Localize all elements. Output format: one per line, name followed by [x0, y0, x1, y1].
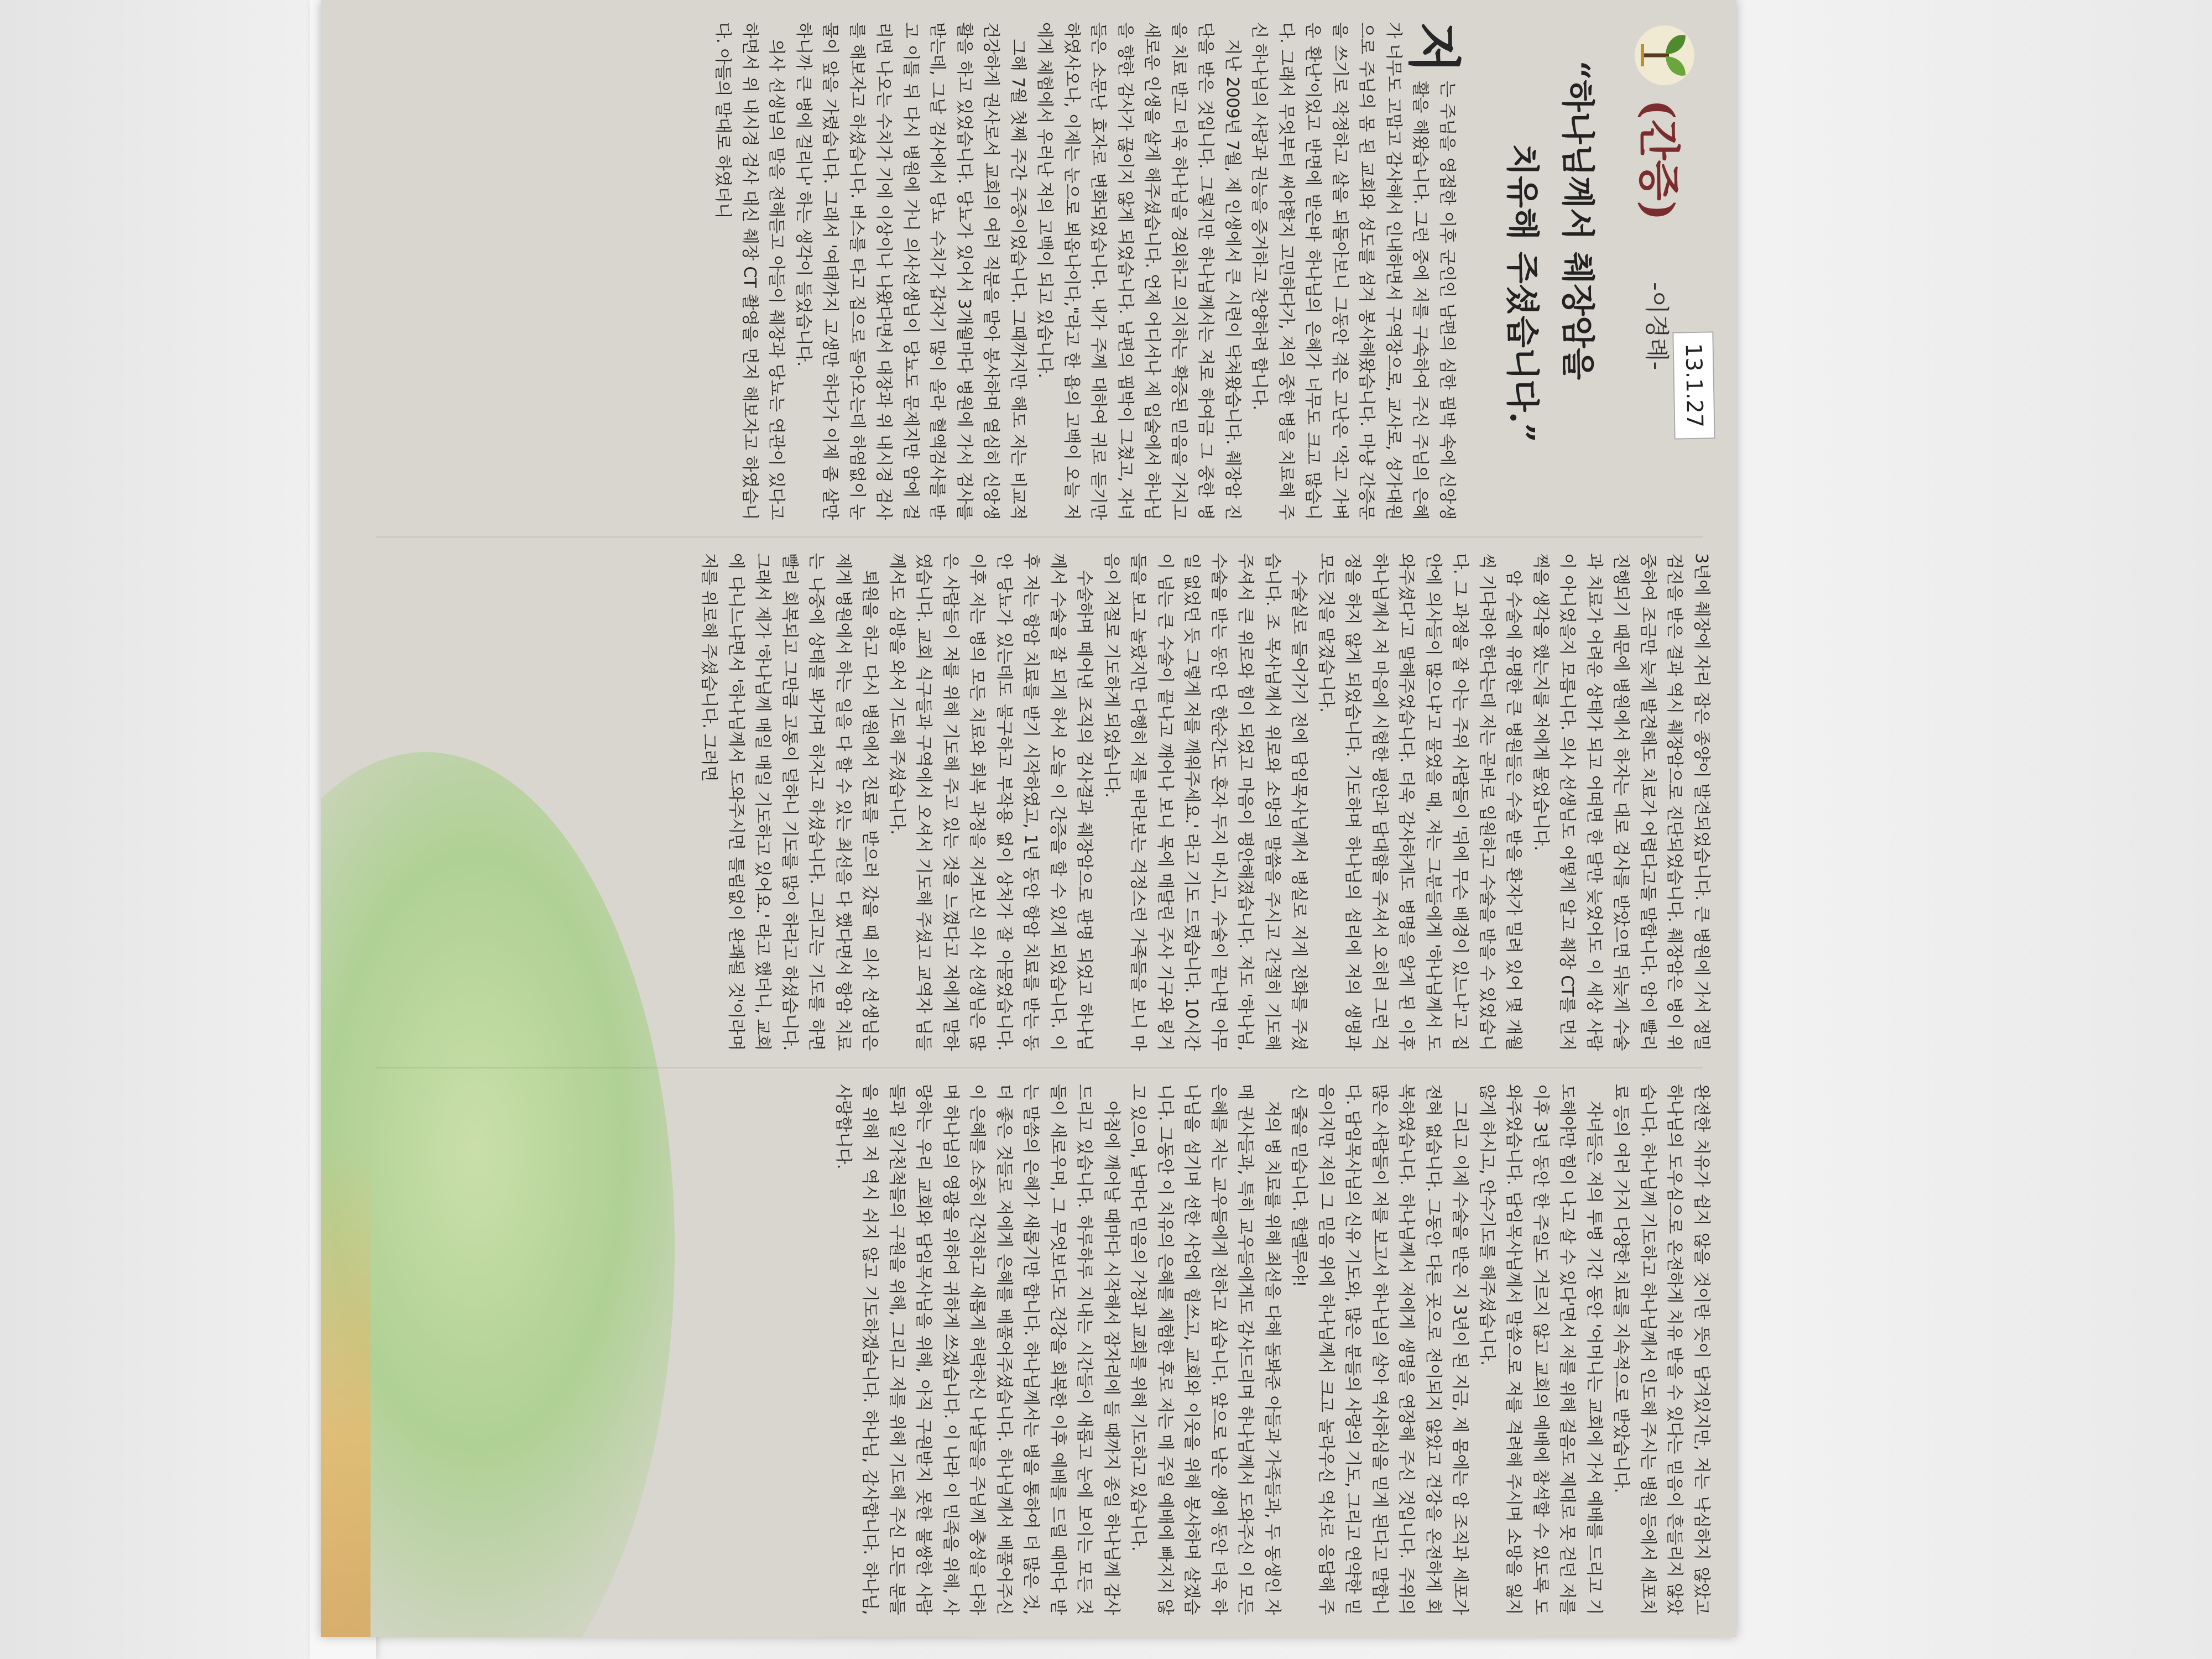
paragraph: 저의 병 치료를 위해 최선을 다해 돌봐준 아들과 가족들과, 두 동생인 자매 권사들과, 특히 교우들에게도 감사드리며 하나님께서 도와주신 이 모든 은혜를 저는 교우들에게 전하고 싶습니다. 앞으로 남은 생애 동안 더욱 하나님을 섬기며 선한 사업에 힘쓰고, 교회와 이웃을 위해 봉사하며 살겠습니다. 그동안 이 치유의 은혜를 체험한 후로 저는 매 주일 예배에 빠지지 않고 있으며, 날마다 믿음의 가정과 교회를 위해 기도하고 있습니다.	[1128, 1084, 1282, 1615]
paragraph: 그리고 이제 수술을 받은 지 3년이 된 지금, 제 몸에는 암 조직과 세포가 전혀 없습니다. 그동안 다른 곳으로 전이되지 않았고 건강을 온전하게 회복하였습니다. 하나님께서 저에게 생명을 연장해 주신 것입니다. 주위의 많은 사람들이 저를 보고서 하나님의 살아 역사하심을 믿게 된다고 말합니다. 담임목사님의 신유 기도와, 많은 분들의 사랑의 기도, 그리고 연약한 믿음이지만 저의 그 믿음 위에 하나님께서 크고 놀라우신 역사로 응답해 주신 줄을 믿습니다. 할렐루야!	[1289, 1084, 1470, 1615]
paragraph: 의사 선생님의 말을 전해듣고 아들이 췌장과 당뇨는 연관이 있다고 하면서 위 내시경 검사 대신 췌장 CT 촬영을 먼저 해보자고 하였습니다. 아들의 말대로 하였더니	[713, 22, 786, 520]
clipping-wrapper	[321, 0, 1736, 1637]
paragraph: 그해 7월 첫째 주간 주중이었습니다. 그때까지만 해도 저는 비교적 건강하게 권사로서 교회의 여러 직분을 맡아 봉사하며 열심히 신앙생활을 하고 있었습니다. 당뇨가 있어서 3개월마다 병원에 가서 검사를 받는데, 그날 검사에서 당뇨 수치가 갑자기 많이 올라 혈액검사를 받고 이틀 뒤 다시 병원에 가니 의사선생님이 당뇨도 문제지만 암에 걸리면 나오는 수치가 기에 이상이나 나왔다면서 대장과 위 내시경 검사를 해보자고 하셨습니다. 버스를 타고 집으로 돌아오는데 하염없이 눈물이 앞을 가렸습니다. 그래서 '여태까지 고생만 하다가 이제 좀 살만하니까 큰 병에 걸리나' 하는 생각이 들었습니다.	[794, 22, 1027, 520]
article-title-line-2: 치유해 주셨습니다.”	[1503, 144, 1541, 442]
newspaper-clipping	[321, 0, 1736, 1637]
sprout-logo-icon	[1631, 22, 1698, 88]
paragraph: 암 수술에 유명한 큰 병원들은 수술 받을 환자가 밀려 있어 몇 개월씩 기다려야 한다는데 저는 곧바로 입원하고 수술을 받을 수 있었습니다. 그 과정을 잘 아는 주위 사람들이 '뒤에 무슨 배경이 있느냐'고 집안에 의사들이 많으냐'고 물었을 때, 저는 그분들에게 '하나님께서 도와주셨다'고 말해주었습니다. 더욱 감사하게도 병명을 알게 된 이후 하나님께서 저 마음에 시험한 평안과 담대함을 주셔서 오히려 그런 걱정을 하지 않게 되었습니다. 기도하며 하나님의 섭리에 저의 생명과 모든 것을 맡겼습니다.	[1316, 553, 1524, 1051]
drop-cap: 저	[1402, 22, 1465, 74]
column-divider	[376, 1067, 1703, 1068]
paragraph: 3년에 췌장에 자리 잡은 종양이 발견되었습니다. 큰 병원에 가서 정밀 검진을 받은 결과 역시 췌장암으로 진단되었습니다. 췌장암은 병이 위중하여 조금만 늦게 발견해도 치료가 어렵다고들 말합니다. 암이 빨리 진행되기 때문에 병원에서 하자는 대로 검사를 받았으면 뒤늦게 수술과 치료가 어려운 상태가 되고 어떠면 한 달만 늦었어도 이 세상 사람이 아니었을지 모릅니다. 의사 선생님도 어떻게 알고 췌장 CT를 먼저 찍을 생각을 했는지를 저에게 물었습니다.	[1531, 553, 1711, 1051]
paragraph: 자녀들은 저의 투병 기간 동안 '어머니는 교회에 가서 예배를 드리고 기도해야만 힘이 나고 살 수 있다'면서 저를 위해 걸음도 제대로 못 걷던 저를 이후 3년 동안 한 주일도 거르지 않고 교회의 예배에 참석할 수 있도록 도와주었습니다. 담임목사님께서 말씀으로 저를 격려해 주시며 소망을 잃지 않게 하시고, 안수기도를 해주셨습니다.	[1477, 1084, 1604, 1615]
article-column-3	[354, 1084, 1714, 1615]
paragraph: 완전한 치유가 쉽지 않을 것이란 뜻이 담겨있지만, 저는 낙심하지 않았고 하나님의 도우심으로 온전하게 치유 받을 수 있다는 믿음이 흔들리지 않았습니다. 하나님께 기도하고 하나님께서 인도해 주시는 병원 등에서 세포치료 등의 여러 가지 다양한 치료를 지속적으로 받았습니다.	[1611, 1084, 1711, 1615]
article-column-1	[354, 22, 1465, 520]
paragraph: 퇴원을 하고 다시 병원에서 진료를 받으러 갔을 때 의사 선생님은 제게 병원에서 하는 일을 다 할 수 있는 최선을 다 했다면서 항암 치료는 나중에 상태를 봐가며 하자고 하셨습니다. 그러고는 기도를 하면 빨리 회복되고 그만큼 고통이 덜하니 기도를 많이 하라고 하셨습니다. 그래서 제가 '하나님께 매일 매일 기도하고 있어요.' 라고 했더니, 교회에 다니느냐면서 '하나님께서 도와주시면 틀림없이 완쾌될 것'이라며 저를 위로해 주셨습니다. 그러면	[699, 553, 880, 1051]
article-title-line-1: “하나님께서 췌장암을	[1558, 61, 1597, 380]
article-column-2	[354, 553, 1714, 1051]
paragraph	[1245, 22, 1465, 520]
paragraph: 아침에 깨어날 때마다 시작해서 잠자리에 들 때까지 종일 하나님께 감사드리고 있습니다. 하루하루 지내는 시간들이 새롭고 눈에 보이는 모든 것들이 새로우며, 그 무엇보다도 건강을 회복한 이후 예배를 드릴 때마다 받는 말씀의 은혜가 새롭기만 합니다. 하나님께서는 병을 통하여 더 많은 것, 더 좋은 것들로 저에게 은혜를 베풀어주셨습니다. 하나님께서 베풀어주신 이 은혜를 소중히 간직하고 새롭게 허락하신 나날들을 주님께 충성을 다하며 하나님의 영광을 위하여 귀하게 쓰겠습니다. 이 나라 이 민족을 위해, 사랑하는 우리 교회와 담임목사님을 위해, 아직 구원받지 못한 불쌍한 사람들과 일가친척들의 구원을 위해, 그리고 저를 위해 기도해 주신 모든 분들을 위해 저 역시 쉬지 않고 기도하겠습니다. 하나님, 감사합니다. 하나님, 사랑합니다.	[833, 1084, 1121, 1615]
column-divider	[376, 536, 1703, 538]
paragraph: 수술하며 떼어낸 조직의 검사결과 췌장암으로 판명 되었고 하나님께서 수술을 잘 되게 하셔 오늘 이 간증을 할 수 있게 되었습니다. 이후 저는 항암 치료를 받기 시작하였고, 1년 동안 항암 치료를 받는 동안 당뇨가 있는데도 불구하고 부작용 없이 상처가 잘 아물었습니다. 이후 저는 병의 모든 치료와 회복 과정을 지켜보신 의사 선생님은 많은 사람들이 저를 위해 기도해 주고 있는 것을 느꼈다고 저에게 말하였습니다. 교회 식구들과 구역에서 오셔서 기도해 주셨고 교역자 님들께서도 심방을 와서 기도해 주셨습니다.	[887, 553, 1094, 1051]
article-header	[1477, 22, 1709, 520]
section-title: (간증)	[1634, 100, 1683, 221]
paragraph: 수술실로 들어가기 전에 담임목사님께서 병실로 저게 전화를 주셨습니다. 조 목사님께서 위로와 소망의 말씀을 주시고 간절히 기도해 주셔서 큰 위로와 힘이 되었고 마음이 평안해졌습니다. 저도 '하나님, 수술을 받는 동안 단 한순간도 혼자 두지 마시고, 수술이 끝나면 아무 일 없었던 듯 그렇게 저를 깨워주세요.' 라고 기도 드렸습니다. 10시간이 넘는 큰 수술이 끝나고 깨어나 보니 목에 매달린 주사 기구와 링거들을 보고 놀랐지만 다행히 저를 바라보는 걱정스런 가족들을 보니 마음이 저절로 기도하게 되었습니다.	[1102, 553, 1309, 1051]
author-byline: -이경례-	[1642, 282, 1671, 371]
handwritten-date-tag: 13.1.27	[1672, 331, 1715, 439]
paragraph: 지난 2009년 7월, 제 인생에서 큰 시련이 닥쳐왔습니다. 췌장암 진단을 받은 것입니다. 그렇지만 하나님께서는 저로 하여금 그 중한 병을 치료 받고 더욱 하나님을 경외하고 의지하는 확증된 믿음을 가지고 새로운 인생을 살게 해주셨습니다. 언제 어디서나 제 입술에서 하나님을 향한 감사가 끊이지 않게 되었습니다. 남편의 핍박이 그쳤고, 자녀들은 소문난 효자로 변화되었습니다. 내가 주께 대하여 귀로 듣기만 하였사오나, 이제는 눈으로 뵈옵나이다,"라고 한 욥의 고백이 오늘 저에게 체험에서 우러난 저의 고백이 되고 있습니다.	[1035, 22, 1242, 520]
paragraph-text: 는 주님을 영접한 이후 군인인 남편의 심한 핍박 속에 신앙생활을 해왔습니다. 그런 중에 저를 구속하여 주신 주님의 은혜가 너무도 고맙고 감사해서 인내하면서 구역장으로, 교사로, 성가대원으로 주님의 몸 된 교회와 성도를 섬겨 봉사해왔습니다. 마냥 간증문을 쓰기로 작정하고 살을 되돌아보니 그동안 겪은 고난은 '작고 가벼운 환난'이었고 반면에 받은바 하나님의 은혜가 너무도 크고 많습니다. 그래서 무엇부터 써야할지 고민하다가, 저의 중한 병을 치료해 주신 하나님의 사랑과 권능을 증거하고 찬양하려 합니다.	[1249, 22, 1457, 520]
